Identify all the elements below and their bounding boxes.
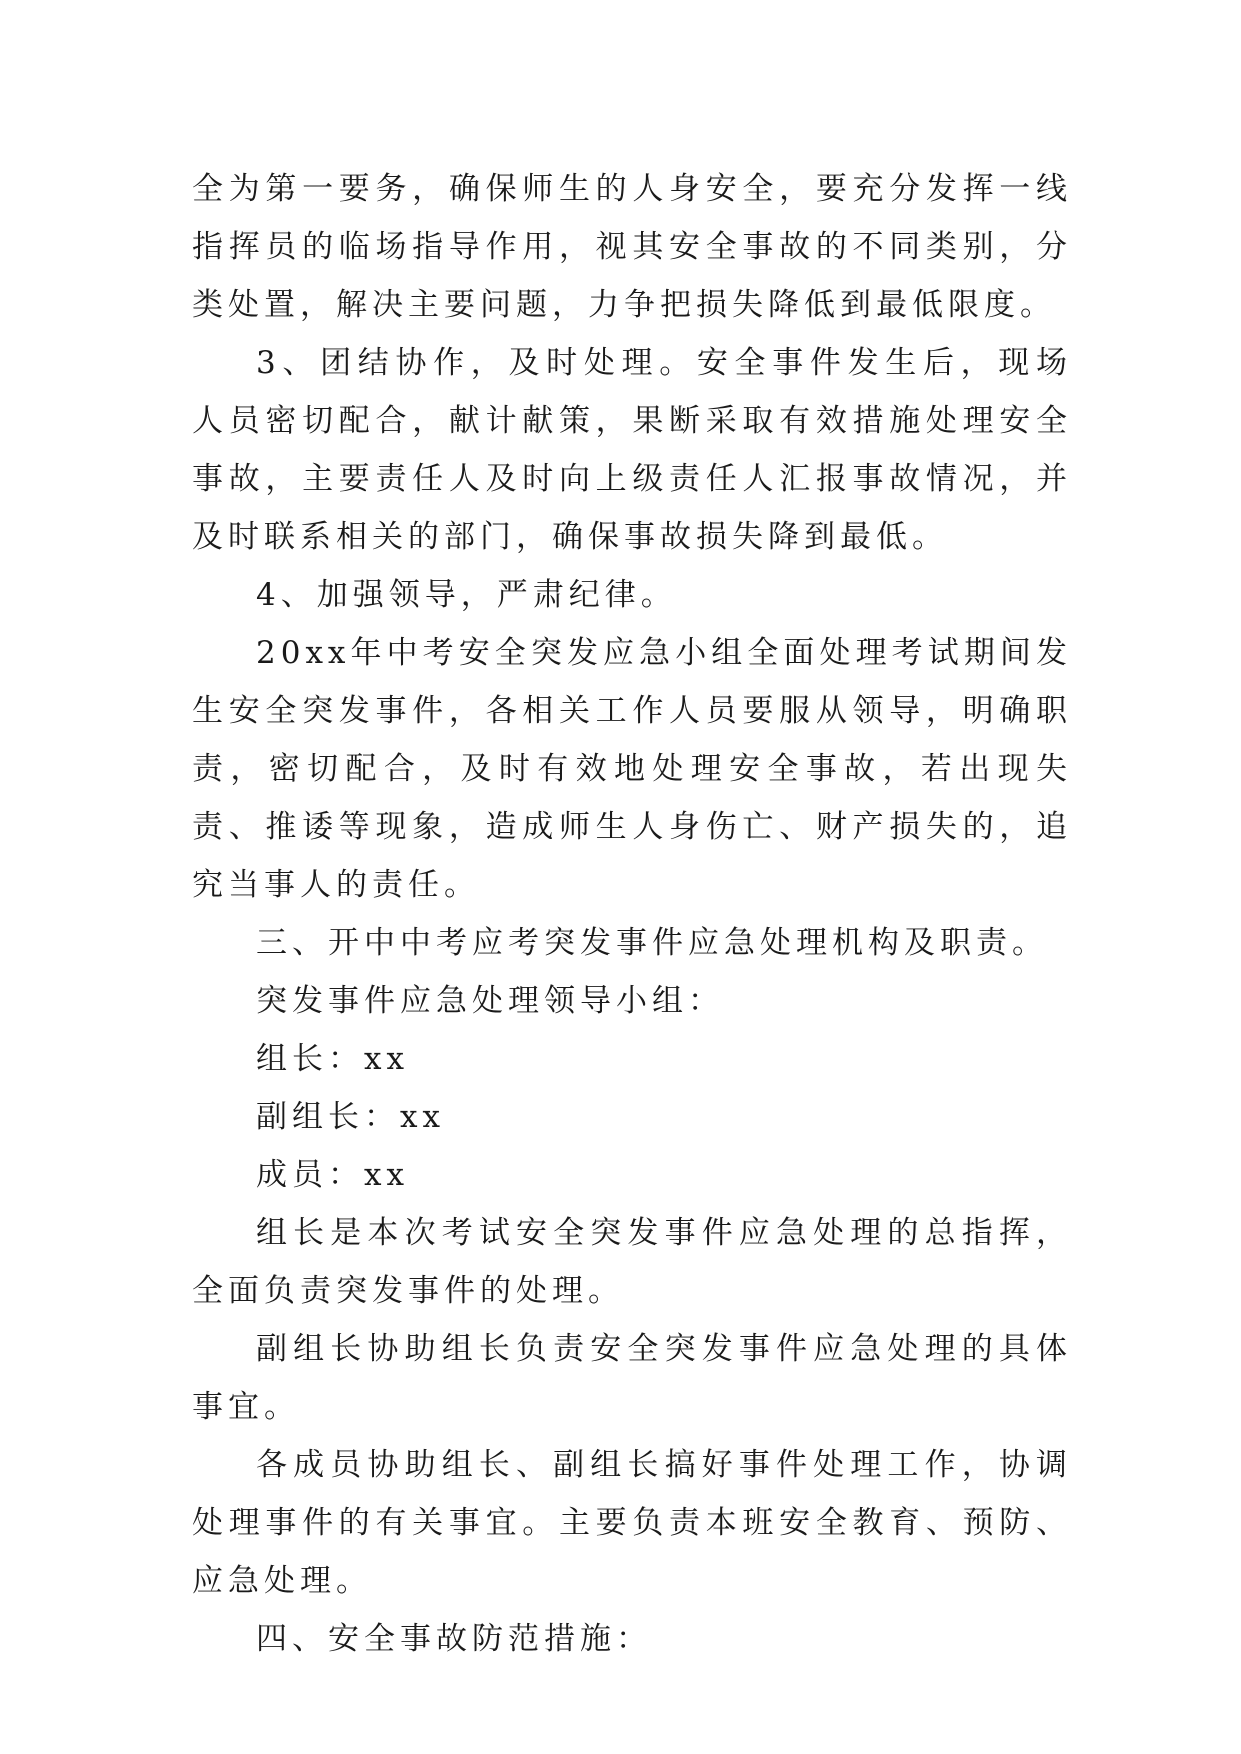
section-heading-4: 四、安全事故防范措施： [256,1621,652,1657]
section-heading-3: 三、开中中考应考突发事件应急处理机构及职责。 [256,925,1048,961]
paragraph-item-3: 3、团结协作，及时处理。安全事件发生后，现场人员密切配合，献计献策，果断采取有效措施处理安全事故，主要责任人及时向上级责任人汇报事故情况，并及时联系相关的部门，确保事故损失降到最低。 [192,345,1072,555]
paragraph-item-4: 4、加强领导，严肃纪律。 [256,577,677,613]
paragraph-leadership-group: 突发事件应急处理领导小组： [256,983,724,1019]
paragraph-leader-duty: 组长是本次考试安全突发事件应急处理的总指挥，全面负责突发事件的处理。 [192,1215,1072,1309]
paragraph-deputy-leader: 副组长：xx [256,1099,445,1135]
paragraph-members: 成员：xx [256,1157,409,1193]
paragraph-group-leader: 组长：xx [256,1041,409,1077]
paragraph-deputy-duty: 副组长协助组长负责安全突发事件应急处理的具体事宜。 [192,1331,1072,1425]
paragraph-continuation: 全为第一要务，确保师生的人身安全，要充分发挥一线指挥员的临场指导作用，视其安全事故的不同类别，分类处置，解决主要问题，力争把损失降低到最低限度。 [192,171,1072,323]
document-body [192,160,1072,1668]
paragraph-emergency-team: 20xx年中考安全突发应急小组全面处理考试期间发生安全突发事件，各相关工作人员要服从领导，明确职责，密切配合，及时有效地处理安全事故，若出现失责、推诿等现象，造成师生人身伤亡、财产损失的，追究当事人的责任。 [192,635,1072,903]
paragraph-members-duty: 各成员协助组长、副组长搞好事件处理工作，协调处理事件的有关事宜。主要负责本班安全教育、预防、应急处理。 [192,1447,1072,1599]
